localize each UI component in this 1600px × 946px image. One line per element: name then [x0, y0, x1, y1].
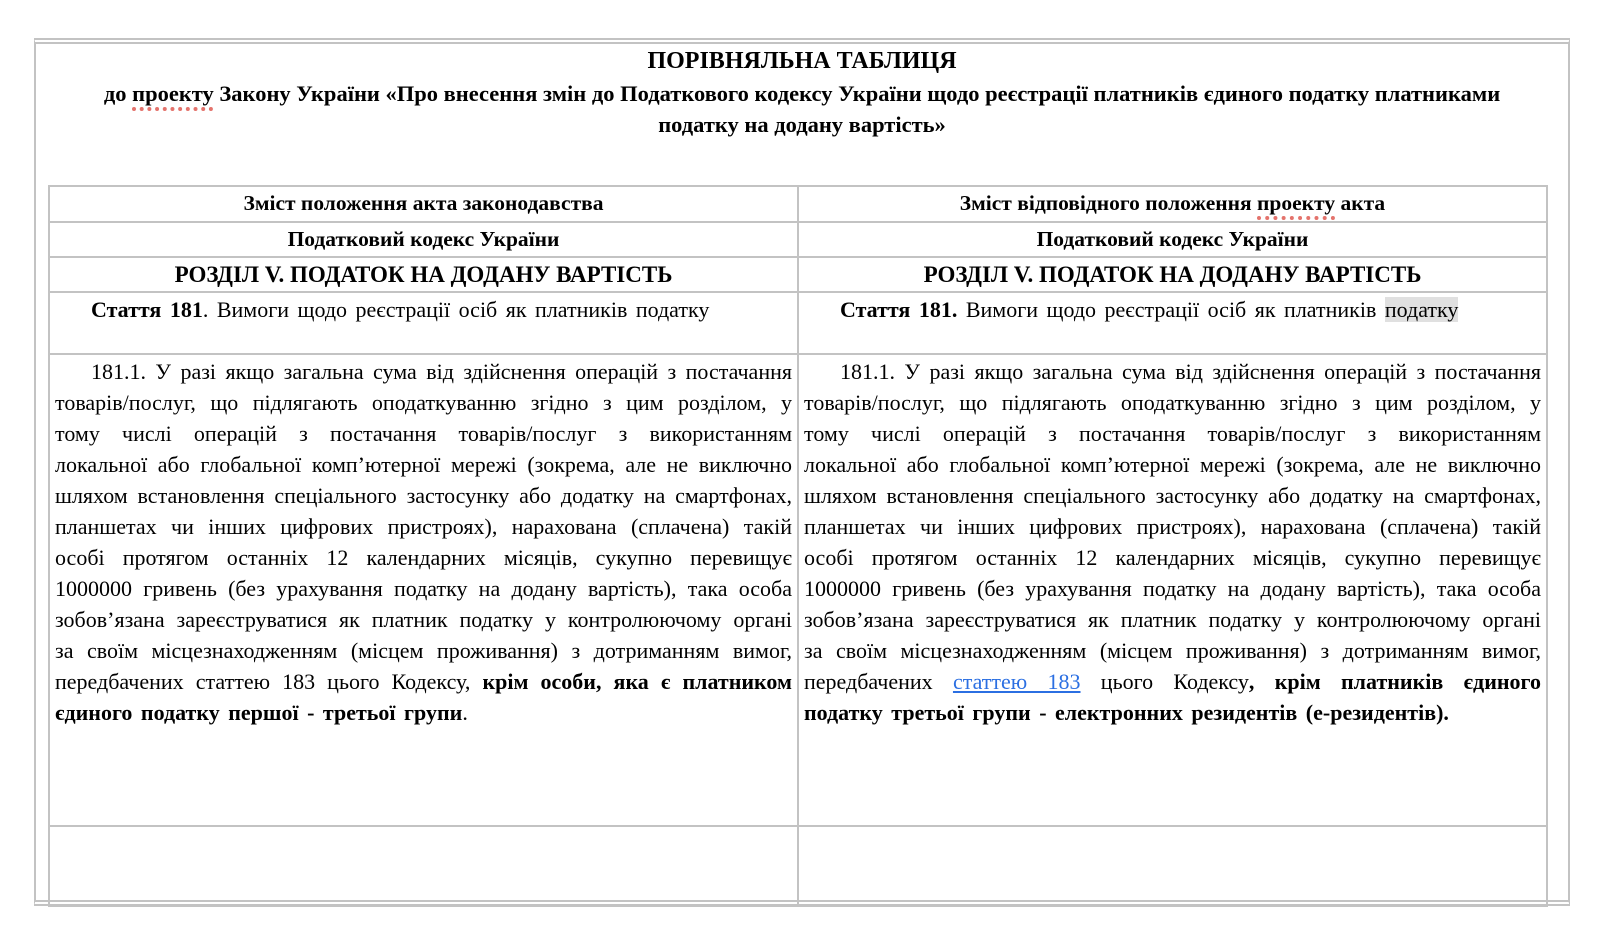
header-cell-current-law: Зміст положення акта законодавства	[49, 186, 798, 222]
clause-181-1-left-paragraph	[55, 356, 792, 728]
section-title-right: РОЗДІЛ V. ПОДАТОК НА ДОДАНУ ВАРТІСТЬ	[798, 257, 1547, 292]
article-title-left: . Вимоги щодо реєстрації осіб як платників податку	[202, 297, 710, 322]
article-181-right-paragraph	[804, 294, 1541, 325]
clause-ref-left: статтею 183 цього Кодексу,	[195, 669, 483, 694]
clause-period-left: .	[462, 700, 468, 725]
article-181-left-cell	[49, 292, 798, 354]
article-title-right: Вимоги щодо реєстрації осіб як платників	[957, 297, 1385, 322]
header-cell-draft-law	[798, 186, 1547, 222]
header-right-text-rest: акта	[1335, 191, 1386, 215]
empty-cell-right	[798, 826, 1547, 906]
document-subtitle	[63, 78, 1541, 140]
comparison-table	[48, 185, 1548, 907]
clause-181-1-right-cell	[798, 354, 1547, 826]
code-title-left: Податковий кодекс України	[49, 222, 798, 257]
article-number-left: Стаття 181	[91, 297, 203, 322]
clause-181-1-row	[49, 354, 1547, 826]
header-right-text: Зміст відповідного положення	[959, 191, 1258, 215]
section-title-left: РОЗДІЛ V. ПОДАТОК НА ДОДАНУ ВАРТІСТЬ	[49, 257, 798, 292]
empty-cell-left	[49, 826, 798, 906]
clause-181-1-right-paragraph	[804, 356, 1541, 728]
subtitle-text: до	[103, 81, 133, 106]
misspelled-word-proektu: проекту	[132, 81, 214, 106]
clause-bold-exception-right: , крім платників єдиного податку третьої групи - електронних резидентів (е-резидентів).	[804, 669, 1541, 725]
clause-bold-exception-left: крім особи, яка є платником єдиного податку першої - третьої групи	[55, 669, 793, 725]
subtitle-text-rest: Закону України «Про внесення змін до Податкового кодексу України щодо реєстрації платників єдиного податку платниками податку на додану вартість»	[213, 81, 1501, 137]
empty-row	[49, 826, 1547, 906]
misspelled-word-proektu-header: проекту	[1257, 191, 1336, 215]
article-181-right-cell	[798, 292, 1547, 354]
clause-mid-right: цього Кодексу	[1080, 669, 1249, 694]
article-181-row	[49, 292, 1547, 354]
clause-common-text-right: 181.1. У разі якщо загальна сума від здійснення операцій з постачання товарів/послуг, що підлягають оподаткуванню згідно з цим розділом, у тому числі операцій з постачання товарів/послуг з використанням локальної або глобальної комп’ютерної мережі (зокрема, але не виключно шляхом встановлення спеціального застосунку або додатку на смартфонах, планшетах чи інших цифрових пристроях), нарахована (сплачена) такій особі протягом останніх 12 календарних місяців, сукупно перевищує 1000000 гривень (без урахування податку на додану вартість), така особа зобов’язана зареєструватися як платник податку у контролюючому органі за своїм місцезнаходженням (місцем проживання) з дотриманням вимог, передбачених	[804, 359, 1541, 694]
clause-common-text-left: 181.1. У разі якщо загальна сума від здійснення операцій з постачання товарів/послуг, що підлягають оподаткуванню згідно з цим розділом, у тому числі операцій з постачання товарів/послуг з використанням локальної або глобальної комп’ютерної мережі (зокрема, але не виключно шляхом встановлення спеціального застосунку або додатку на смартфонах, планшетах чи інших цифрових пристроях), нарахована (сплачена) такій особі протягом останніх 12 календарних місяців, сукупно перевищує 1000000 гривень (без урахування податку на додану вартість), така особа зобов’язана зареєструватися як платник податку у контролюючому органі за своїм місцезнаходженням (місцем проживання) з дотриманням вимог, передбачених	[55, 359, 792, 694]
clause-181-1-left-cell	[49, 354, 798, 826]
article-183-link[interactable]: статтею 183	[952, 669, 1081, 694]
code-title-right: Податковий кодекс України	[798, 222, 1547, 257]
highlighted-word-podatku: податку	[1384, 297, 1459, 322]
table-header-row	[49, 186, 1547, 222]
section-title-row	[49, 257, 1547, 292]
article-number-right: Стаття 181.	[840, 297, 958, 322]
document-title: ПОРІВНЯЛЬНА ТАБЛИЦЯ	[647, 48, 957, 74]
article-181-left-paragraph	[55, 294, 792, 325]
document-page	[34, 38, 1570, 906]
code-title-row	[49, 222, 1547, 257]
